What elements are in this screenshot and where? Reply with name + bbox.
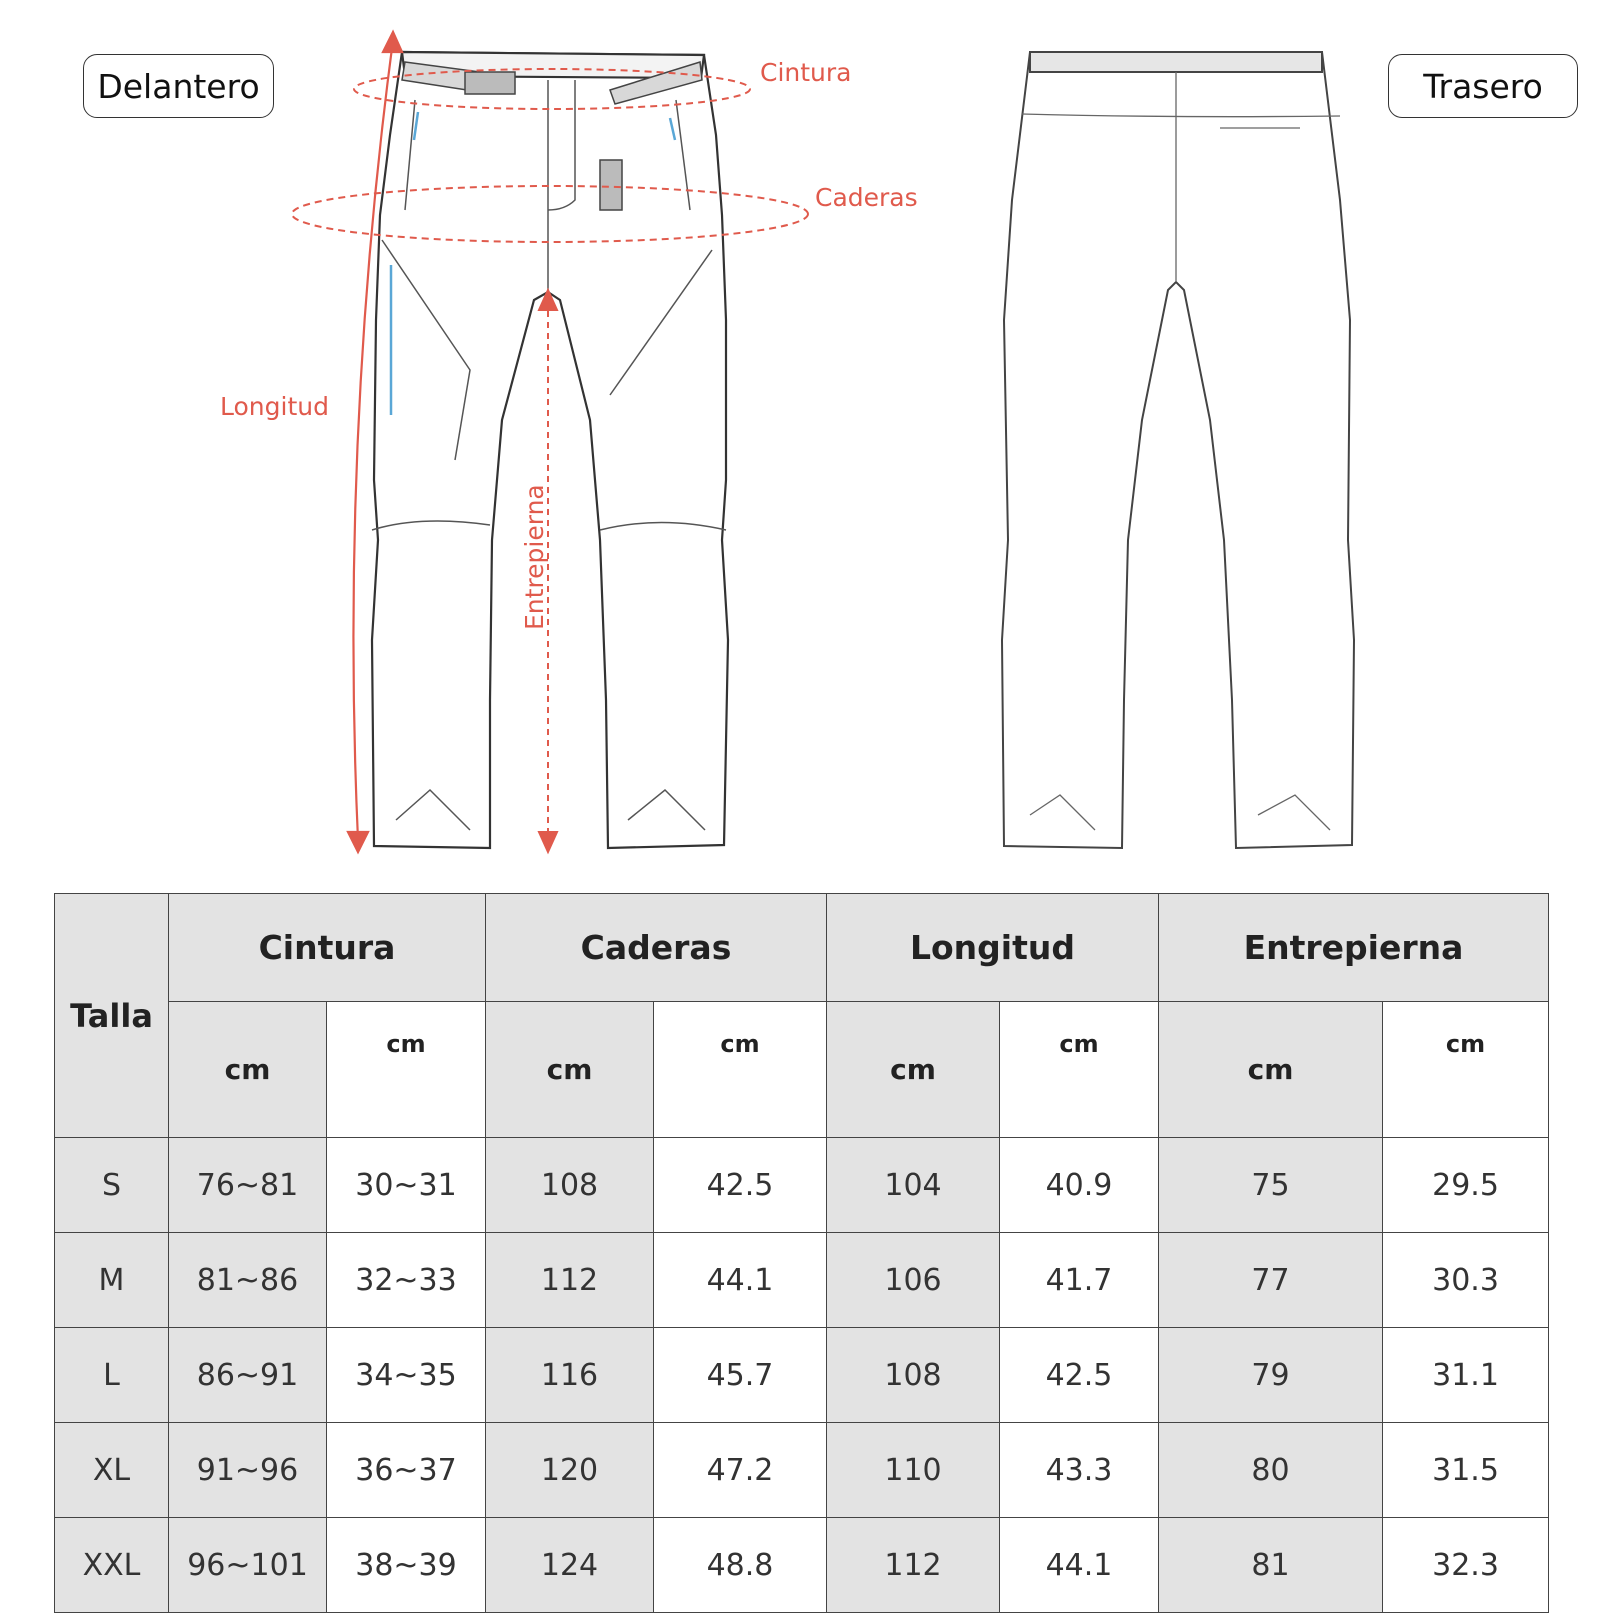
table-cell: 75	[1159, 1138, 1383, 1233]
back-view-label: Trasero	[1388, 54, 1578, 118]
table-cell: 45.7	[654, 1328, 827, 1423]
group-header-row	[55, 894, 1549, 1002]
table-cell: 86~91	[169, 1328, 327, 1423]
table-cell: 120	[486, 1423, 654, 1518]
table-cell: 96~101	[169, 1518, 327, 1613]
table-cell: 30~31	[327, 1138, 486, 1233]
inseam-column-header: Entrepierna	[1159, 894, 1549, 1002]
inseam-label: Entrepierna	[520, 484, 549, 630]
unit-header: cm	[1383, 1002, 1549, 1138]
size-column-header: Talla	[55, 894, 169, 1138]
waist-label: Cintura	[760, 58, 852, 87]
table-cell: 32~33	[327, 1233, 486, 1328]
table-cell: 79	[1159, 1328, 1383, 1423]
unit-header: cm	[827, 1002, 1000, 1138]
table-cell: 43.3	[1000, 1423, 1159, 1518]
table-cell: 31.1	[1383, 1328, 1549, 1423]
table-row	[55, 1328, 1549, 1423]
table-cell: 32.3	[1383, 1518, 1549, 1613]
table-cell: 76~81	[169, 1138, 327, 1233]
table-cell: 40.9	[1000, 1138, 1159, 1233]
table-cell: 81~86	[169, 1233, 327, 1328]
unit-header: cm	[654, 1002, 827, 1138]
size-cell: S	[55, 1138, 169, 1233]
size-cell: L	[55, 1328, 169, 1423]
unit-header: cm	[486, 1002, 654, 1138]
unit-header-row	[55, 1002, 1549, 1138]
unit-header: cm	[1159, 1002, 1383, 1138]
table-cell: 44.1	[654, 1233, 827, 1328]
table-cell: 80	[1159, 1423, 1383, 1518]
table-cell: 42.5	[654, 1138, 827, 1233]
table-cell: 42.5	[1000, 1328, 1159, 1423]
size-cell: XXL	[55, 1518, 169, 1613]
table-cell: 81	[1159, 1518, 1383, 1613]
table-cell: 106	[827, 1233, 1000, 1328]
table-cell: 34~35	[327, 1328, 486, 1423]
table-cell: 77	[1159, 1233, 1383, 1328]
length-label: Longitud	[220, 392, 329, 421]
table-cell: 30.3	[1383, 1233, 1549, 1328]
table-cell: 47.2	[654, 1423, 827, 1518]
table-cell: 108	[486, 1138, 654, 1233]
waist-column-header: Cintura	[169, 894, 486, 1002]
table-cell: 31.5	[1383, 1423, 1549, 1518]
table-cell: 104	[827, 1138, 1000, 1233]
table-row	[55, 1138, 1549, 1233]
back-pants-drawing	[1002, 52, 1354, 848]
table-row	[55, 1423, 1549, 1518]
table-cell: 91~96	[169, 1423, 327, 1518]
hips-label: Caderas	[815, 183, 918, 212]
front-pants-drawing	[372, 52, 728, 848]
table-cell: 38~39	[327, 1518, 486, 1613]
table-cell: 110	[827, 1423, 1000, 1518]
table-cell: 36~37	[327, 1423, 486, 1518]
size-cell: XL	[55, 1423, 169, 1518]
hips-column-header: Caderas	[486, 894, 827, 1002]
table-cell: 29.5	[1383, 1138, 1549, 1233]
table-cell: 116	[486, 1328, 654, 1423]
table-cell: 112	[827, 1518, 1000, 1613]
length-column-header: Longitud	[827, 894, 1159, 1002]
table-cell: 124	[486, 1518, 654, 1613]
unit-header: cm	[1000, 1002, 1159, 1138]
table-row	[55, 1518, 1549, 1613]
table-cell: 48.8	[654, 1518, 827, 1613]
table-row	[55, 1233, 1549, 1328]
size-cell: M	[55, 1233, 169, 1328]
table-cell: 44.1	[1000, 1518, 1159, 1613]
unit-header: cm	[169, 1002, 327, 1138]
table-cell: 41.7	[1000, 1233, 1159, 1328]
table-cell: 108	[827, 1328, 1000, 1423]
size-chart-table	[54, 893, 1549, 1613]
table-cell: 112	[486, 1233, 654, 1328]
unit-header: cm	[327, 1002, 486, 1138]
front-view-label: Delantero	[83, 54, 274, 118]
